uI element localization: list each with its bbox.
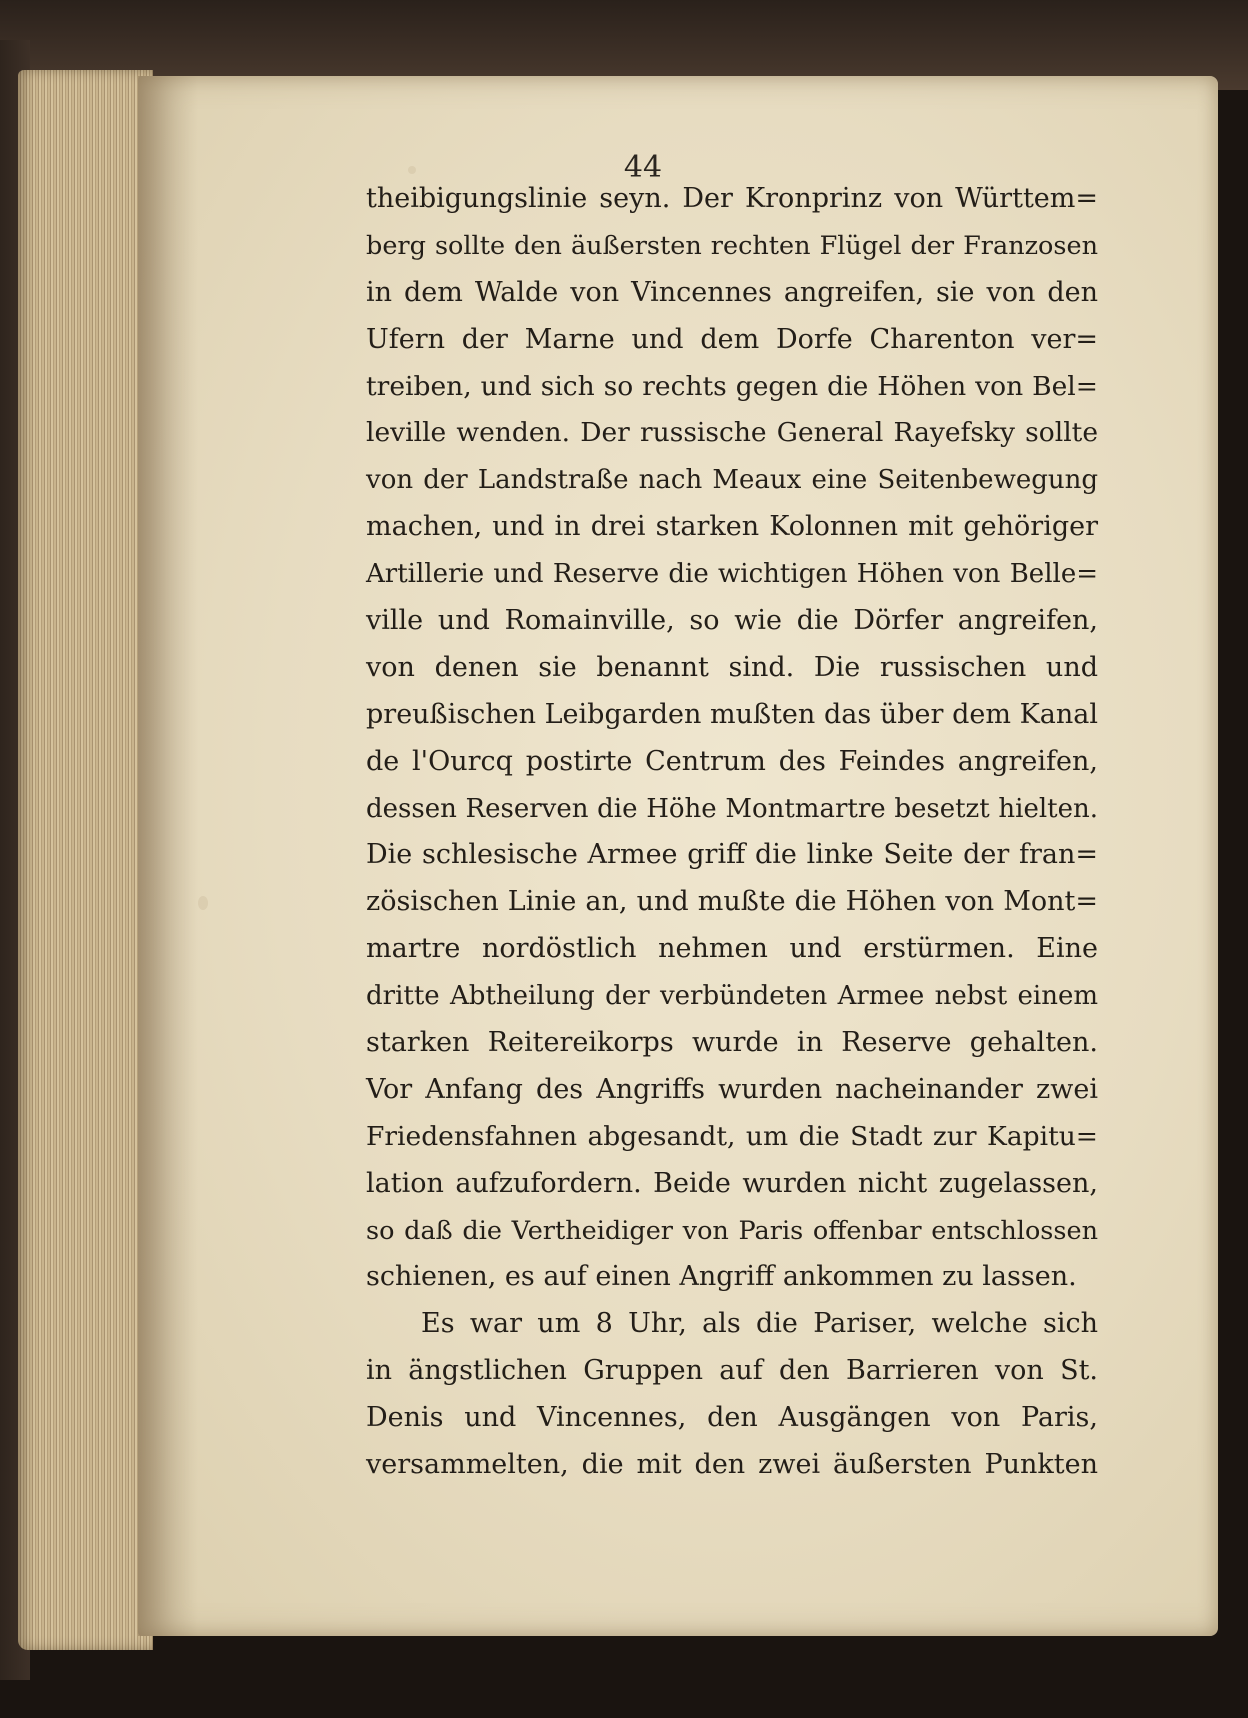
text-line: martre nordöstlich nehmen und erstürmen. Eine [366, 933, 1098, 965]
text-line: berg sollte den äußersten rechten Flügel der Franzosen [366, 230, 1098, 261]
text-line: Artillerie und Reserve die wichtigen Höhen von Belle= [366, 559, 1098, 590]
text-line: machen, und in drei starken Kolonnen mit gehöriger [366, 511, 1098, 543]
text-line: Denis und Vincennes, den Ausgängen von Paris, [366, 1402, 1098, 1434]
text-line: versammelten, die mit den zwei äußersten Punkten [366, 1449, 1098, 1481]
text-line: dessen Reserven die Höhe Montmartre besetzt hielten. [366, 793, 1098, 824]
text-line-paragraph-end: schienen, es auf einen Angriff ankommen zu lassen. [366, 1261, 1077, 1293]
text-line: starken Reitereikorps wurde in Reserve gehalten. [366, 1027, 1098, 1059]
text-line: von der Landstraße nach Meaux eine Seitenbewegung [366, 465, 1098, 496]
text-line: Die schlesische Armee griff die linke Seite der fran= [366, 839, 1098, 871]
text-line: preußischen Leibgarden mußten das über dem Kanal [366, 698, 1098, 730]
text-line: von denen sie benannt sind. Die russischen und [366, 651, 1098, 683]
paper-speck [198, 896, 208, 910]
page-number-text: 44 [623, 150, 663, 185]
text-line: lation aufzufordern. Beide wurden nicht zugelassen, [366, 1167, 1098, 1199]
text-line: de l'Ourcq postirte Centrum des Feindes angreifen, [366, 745, 1098, 777]
text-line: zösischen Linie an, und mußte die Höhen von Mont= [366, 886, 1098, 918]
text-line: theibigungslinie seyn. Der Kronprinz von Württem= [366, 183, 1098, 214]
text-line: so daß die Vertheidiger von Paris offenbar entschlossen [366, 1215, 1098, 1246]
text-line: Vor Anfang des Angriffs wurden nacheinander zwei [366, 1073, 1098, 1105]
text-line: in dem Walde von Vincennes angreifen, sie von den [366, 276, 1098, 308]
page-stack-edges [18, 70, 153, 1650]
text-line: in ängstlichen Gruppen auf den Barrieren von St. [366, 1355, 1098, 1387]
page-gutter-shadow [138, 76, 198, 1636]
text-line: dritte Abtheilung der verbündeten Armee nebst einem [366, 981, 1098, 1012]
book-page [138, 76, 1218, 1636]
text-line: leville wenden. Der russische General Rayefsky sollte [366, 417, 1098, 449]
text-line: treiben, und sich so rechts gegen die Höhen von Bel= [366, 370, 1098, 402]
text-line: Friedensfahnen abgesandt, um die Stadt zur Kapitu= [366, 1120, 1098, 1152]
body-text [366, 176, 1098, 1489]
text-line-paragraph-start: Es war um 8 Uhr, als die Pariser, welche sich [421, 1308, 1098, 1340]
text-line: Ufern der Marne und dem Dorfe Charenton ver= [366, 323, 1098, 355]
text-line: ville und Romainville, so wie die Dörfer angreifen, [366, 605, 1098, 637]
